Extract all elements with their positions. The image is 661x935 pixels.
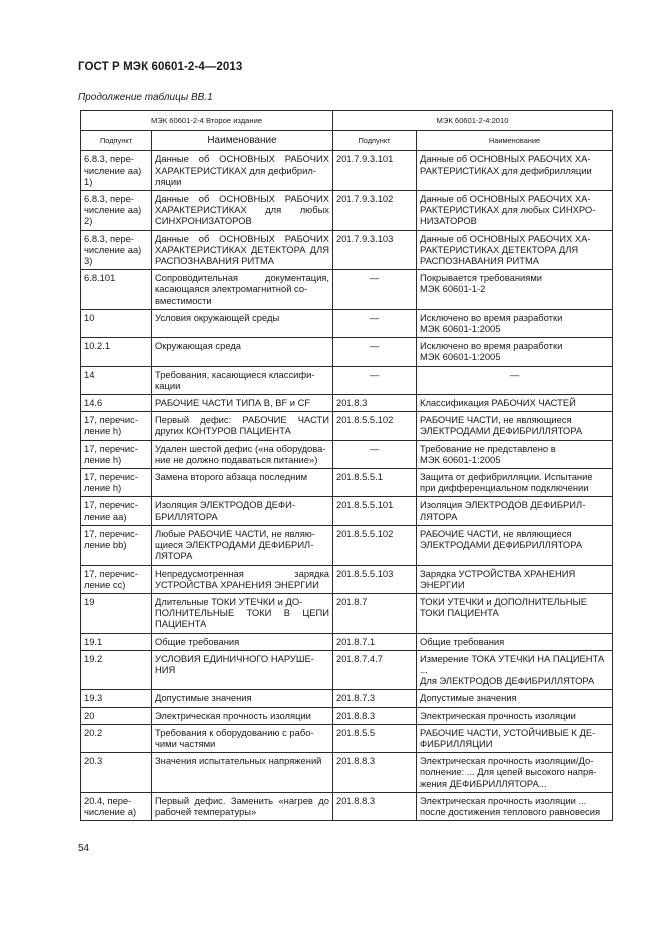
subclause-cell: 6.8.101 (81, 270, 152, 310)
page-number: 54 (78, 843, 90, 854)
new-name-cell: Электрическая прочность изоляции ... после достижения теплового равновесия (417, 792, 613, 820)
name-cell: Допустимые значения (152, 690, 333, 707)
group-header-right: МЭК 60601-2-4:2010 (333, 111, 613, 131)
name-cell: Удален шестой дефис («на оборудова- ние не должно подаваться питание») (152, 440, 333, 468)
name-cell: Общие требования (152, 633, 333, 650)
table-row (81, 593, 613, 633)
table-group-header-row (81, 111, 613, 131)
table-row (81, 412, 613, 440)
subclause-cell: 17, перечис- ление h) (81, 469, 152, 497)
new-subclause-cell: 201.8.7.4.7 (333, 650, 417, 690)
table-row (81, 650, 613, 690)
new-name-cell: РАБОЧИЕ ЧАСТИ, не являющиеся ЭЛЕКТРОДАМИ ДЕФИБРИЛЛЯТОРА (417, 525, 613, 565)
group-header-left: МЭК 60601-2-4 Второе издание (81, 111, 333, 131)
subclause-cell: 14 (81, 366, 152, 394)
new-name-cell: Защита от дефибрилляции. Испытание при дифференциальном подключении (417, 469, 613, 497)
new-subclause-cell: 201.8.5.5.102 (333, 525, 417, 565)
new-subclause-cell: 201.8.7.3 (333, 690, 417, 707)
new-subclause-cell: 201.8.5.5.1 (333, 469, 417, 497)
name-cell: Требования, касающиеся классифи- кации (152, 366, 333, 394)
subclause-cell: 17, перечис- ление аа) (81, 497, 152, 525)
document-header: ГОСТ Р МЭК 60601-2-4—2013 (78, 61, 243, 73)
column-header-name-left: Наименование (152, 131, 333, 151)
new-name-cell: Общие требования (417, 633, 613, 650)
new-name-cell: Классификация РАБОЧИХ ЧАСТЕЙ (417, 395, 613, 412)
name-cell: Первый дефис. Заменить «нагрев до рабочей температуры» (152, 792, 333, 820)
table-body (81, 151, 613, 821)
new-subclause-cell: — (333, 440, 417, 468)
table-column-header-row (81, 131, 613, 151)
table-row (81, 753, 613, 793)
subclause-cell: 19.3 (81, 690, 152, 707)
name-cell: УСЛОВИЯ ЕДИНИЧНОГО НАРУШЕ- НИЯ (152, 650, 333, 690)
new-subclause-cell: 201.8.3 (333, 395, 417, 412)
table-row (81, 309, 613, 337)
table-row (81, 270, 613, 310)
subclause-cell: 19 (81, 593, 152, 633)
subclause-cell: 19.2 (81, 650, 152, 690)
new-subclause-cell: 201.8.5.5.101 (333, 497, 417, 525)
table-row (81, 525, 613, 565)
name-cell: Первый дефис: РАБОЧИЕ ЧАСТИ других КОНТУРОВ ПАЦИЕНТА (152, 412, 333, 440)
subclause-cell: 20 (81, 707, 152, 724)
table-caption: Продолжение таблицы ВВ.1 (78, 92, 213, 103)
new-name-cell: Зарядка УСТРОЙСТВА ХРАНЕНИЯ ЭНЕРГИИ (417, 565, 613, 593)
table-row (81, 230, 613, 270)
table-row (81, 497, 613, 525)
new-subclause-cell: — (333, 366, 417, 394)
name-cell: Условия окружающей среды (152, 309, 333, 337)
subclause-cell: 20.4, пере- числение а) (81, 792, 152, 820)
new-name-cell: Данные об ОСНОВНЫХ РАБОЧИХ ХА- РАКТЕРИСТИКАХ ДЕТЕКТОРА ДЛЯ РАСПОЗНАВАНИЯ РИТМА (417, 230, 613, 270)
new-name-cell: Измерение ТОКА УТЕЧКИ НА ПАЦИЕНТА ... Для ЭЛЕКТРОДОВ ДЕФИБРИЛЛЯТОРА (417, 650, 613, 690)
subclause-cell: 6.8.3, пере- числение аа) 3) (81, 230, 152, 270)
new-name-cell: — (417, 366, 613, 394)
subclause-cell: 17, перечис- ление сс) (81, 565, 152, 593)
new-name-cell: ТОКИ УТЕЧКИ и ДОПОЛНИТЕЛЬНЫЕ ТОКИ ПАЦИЕНТА (417, 593, 613, 633)
name-cell: Значения испытательных напряжений (152, 753, 333, 793)
new-subclause-cell: 201.8.7 (333, 593, 417, 633)
subclause-cell: 6.8.3, пере- числение аа) 1) (81, 151, 152, 191)
new-name-cell: Изоляция ЭЛЕКТРОДОВ ДЕФИБРИЛ- ЛЯТОРА (417, 497, 613, 525)
subclause-cell: 20.3 (81, 753, 152, 793)
subclause-cell: 17, перечис- ление h) (81, 412, 152, 440)
name-cell: Непредусмотренная зарядка УСТРОЙСТВА ХРАНЕНИЯ ЭНЕРГИИ (152, 565, 333, 593)
subclause-cell: 14.6 (81, 395, 152, 412)
new-name-cell: Электрическая прочность изоляции (417, 707, 613, 724)
new-subclause-cell: 201.7.9.3.101 (333, 151, 417, 191)
new-subclause-cell: 201.8.8.3 (333, 707, 417, 724)
new-subclause-cell: — (333, 338, 417, 366)
name-cell: Электрическая прочность изоляции (152, 707, 333, 724)
column-header-name-right: Наименование (417, 131, 613, 151)
new-subclause-cell: 201.8.8.3 (333, 753, 417, 793)
subclause-cell: 17, перечис- ление h) (81, 440, 152, 468)
new-name-cell: Исключено во время разработки МЭК 60601-1:2005 (417, 309, 613, 337)
new-name-cell: Данные об ОСНОВНЫХ РАБОЧИХ ХА- РАКТЕРИСТИКАХ для любых СИНХРО- НИЗАТОРОВ (417, 191, 613, 231)
table-row (81, 191, 613, 231)
new-subclause-cell: — (333, 270, 417, 310)
table-row (81, 338, 613, 366)
column-header-subclause-left: Подпункт (81, 131, 152, 151)
table-row (81, 690, 613, 707)
subclause-cell: 19.1 (81, 633, 152, 650)
new-name-cell: Исключено во время разработки МЭК 60601-1:2005 (417, 338, 613, 366)
new-name-cell: Допустимые значения (417, 690, 613, 707)
name-cell: Требования к оборудованию с рабо- чими частями (152, 724, 333, 752)
new-name-cell: Покрывается требованиями МЭК 60601-1-2 (417, 270, 613, 310)
table-row (81, 724, 613, 752)
table-row (81, 565, 613, 593)
new-subclause-cell: 201.8.5.5.103 (333, 565, 417, 593)
name-cell: Любые РАБОЧИЕ ЧАСТИ, не являю- щиеся ЭЛЕКТРОДАМИ ДЕФИБРИЛ- ЛЯТОРА (152, 525, 333, 565)
new-name-cell: Данные об ОСНОВНЫХ РАБОЧИХ ХА- РАКТЕРИСТИКАХ для дефибрилляции (417, 151, 613, 191)
table-row (81, 151, 613, 191)
new-subclause-cell: 201.8.7.1 (333, 633, 417, 650)
name-cell: Данные об ОСНОВНЫХ РАБОЧИХ ХАРАКТЕРИСТИКАХ для любых СИНХРОНИЗАТОРОВ (152, 191, 333, 231)
table-row (81, 440, 613, 468)
new-name-cell: Требование не представлено в МЭК 60601-1:2005 (417, 440, 613, 468)
new-subclause-cell: 201.7.9.3.103 (333, 230, 417, 270)
new-subclause-cell: — (333, 309, 417, 337)
name-cell: Данные об ОСНОВНЫХ РАБОЧИХ ХАРАКТЕРИСТИКАХ для дефибрил- ляции (152, 151, 333, 191)
table-row (81, 633, 613, 650)
table-row (81, 792, 613, 820)
name-cell: Длительные ТОКИ УТЕЧКИ и ДО- ПОЛНИТЕЛЬНЫЕ ТОКИ В ЦЕПИ ПАЦИЕНТА (152, 593, 333, 633)
table-row (81, 366, 613, 394)
new-subclause-cell: 201.7.9.3.102 (333, 191, 417, 231)
new-name-cell: Электрическая прочность изоляции/До- полнение: ... Для цепей высокого напря- жения ДЕФИБРИЛЛЯТОРА... (417, 753, 613, 793)
subclause-cell: 10.2.1 (81, 338, 152, 366)
new-name-cell: РАБОЧИЕ ЧАСТИ, УСТОЙЧИВЫЕ К ДЕ- ФИБРИЛЛЯЦИИ (417, 724, 613, 752)
name-cell: Сопроводительная документация, касающаяся электромагнитной со- вместимости (152, 270, 333, 310)
new-subclause-cell: 201.8.5.5.102 (333, 412, 417, 440)
new-name-cell: РАБОЧИЕ ЧАСТИ, не являющиеся ЭЛЕКТРОДАМИ ДЕФИБРИЛЛЯТОРА (417, 412, 613, 440)
name-cell: Изоляция ЭЛЕКТРОДОВ ДЕФИ- БРИЛЛЯТОРА (152, 497, 333, 525)
new-subclause-cell: 201.8.8.3 (333, 792, 417, 820)
name-cell: РАБОЧИЕ ЧАСТИ ТИПА В, BF и CF (152, 395, 333, 412)
comparison-table (80, 110, 613, 821)
subclause-cell: 17, перечис- ление bb) (81, 525, 152, 565)
new-subclause-cell: 201.8.5.5 (333, 724, 417, 752)
name-cell: Данные об ОСНОВНЫХ РАБОЧИХ ХАРАКТЕРИСТИКАХ ДЕТЕКТОРА ДЛЯ РАСПОЗНАВАНИЯ РИТМА (152, 230, 333, 270)
column-header-subclause-right: Подпункт (333, 131, 417, 151)
name-cell: Замена второго абзаца последним (152, 469, 333, 497)
name-cell: Окружающая среда (152, 338, 333, 366)
subclause-cell: 20.2 (81, 724, 152, 752)
table-row (81, 707, 613, 724)
table-row (81, 469, 613, 497)
subclause-cell: 10 (81, 309, 152, 337)
subclause-cell: 6.8.3, пере- числение аа) 2) (81, 191, 152, 231)
table-row (81, 395, 613, 412)
